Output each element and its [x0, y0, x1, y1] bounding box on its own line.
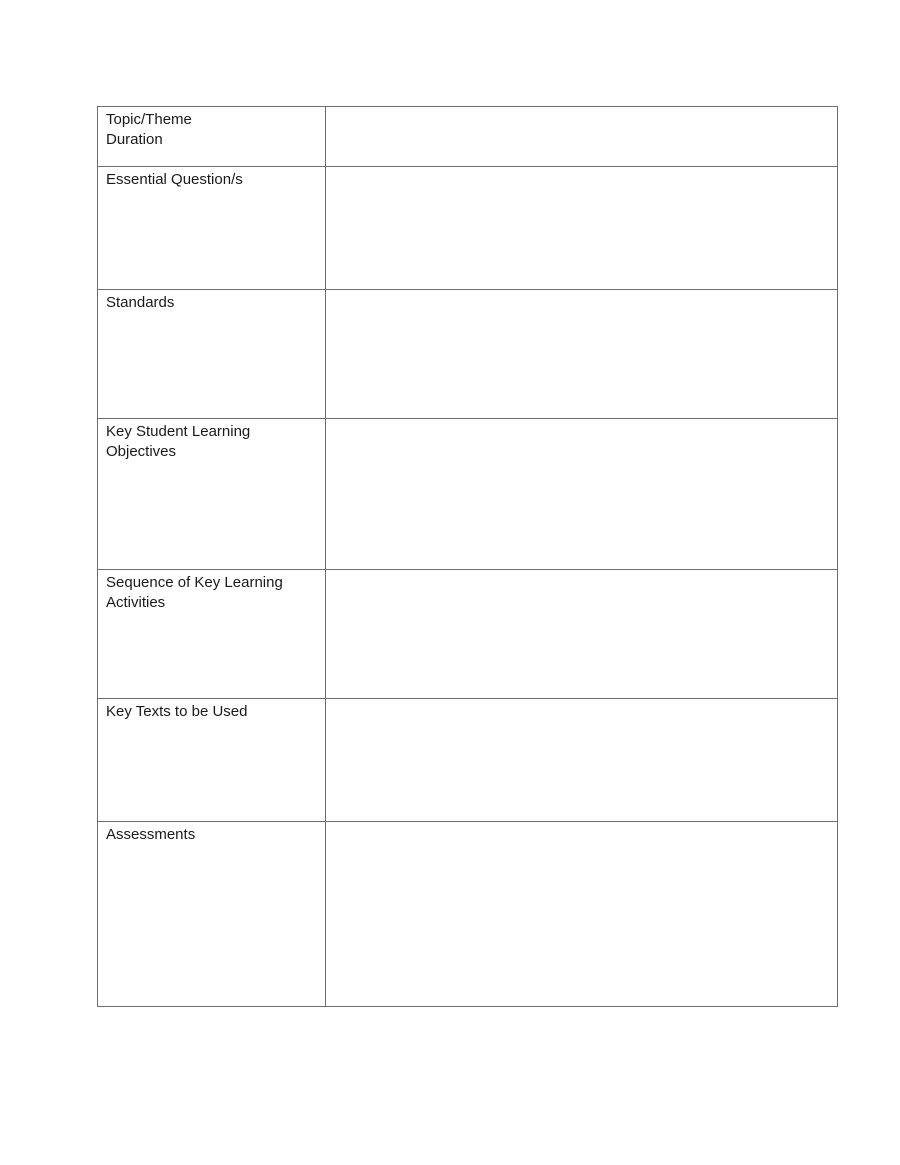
row-assessments [98, 822, 838, 1007]
input-cell-sequence-of-key-learning-activities[interactable] [326, 570, 838, 699]
label-cell-essential-questions [98, 167, 326, 290]
row-essential-questions [98, 167, 838, 290]
row-sequence-of-key-learning-activities [98, 570, 838, 699]
label-essential-questions: Essential Question/s [106, 171, 243, 188]
label-cell-standards [98, 290, 326, 419]
label-standards: Standards [106, 294, 175, 311]
input-cell-essential-questions[interactable] [326, 167, 838, 290]
input-cell-topic-theme-duration[interactable] [326, 107, 838, 167]
label-cell-assessments [98, 822, 326, 1007]
label-assessments: Assessments [106, 826, 196, 843]
input-cell-standards[interactable] [326, 290, 838, 419]
unit-planner-table [97, 106, 838, 1007]
label-key-student-learning-objectives: Key Student Learning Objectives [106, 423, 251, 460]
input-cell-key-student-learning-objectives[interactable] [326, 419, 838, 570]
label-topic-theme-duration: Topic/Theme Duration [106, 111, 192, 148]
label-cell-topic-theme-duration [98, 107, 326, 167]
row-standards [98, 290, 838, 419]
input-cell-assessments[interactable] [326, 822, 838, 1007]
label-cell-sequence-of-key-learning-activities [98, 570, 326, 699]
row-topic-theme-duration [98, 107, 838, 167]
row-key-texts-to-be-used [98, 699, 838, 822]
label-key-texts-to-be-used: Key Texts to be Used [106, 703, 248, 720]
label-cell-key-texts-to-be-used [98, 699, 326, 822]
label-sequence-of-key-learning-activities: Sequence of Key Learning Activities [106, 574, 283, 611]
row-key-student-learning-objectives [98, 419, 838, 570]
label-cell-key-student-learning-objectives [98, 419, 326, 570]
input-cell-key-texts-to-be-used[interactable] [326, 699, 838, 822]
